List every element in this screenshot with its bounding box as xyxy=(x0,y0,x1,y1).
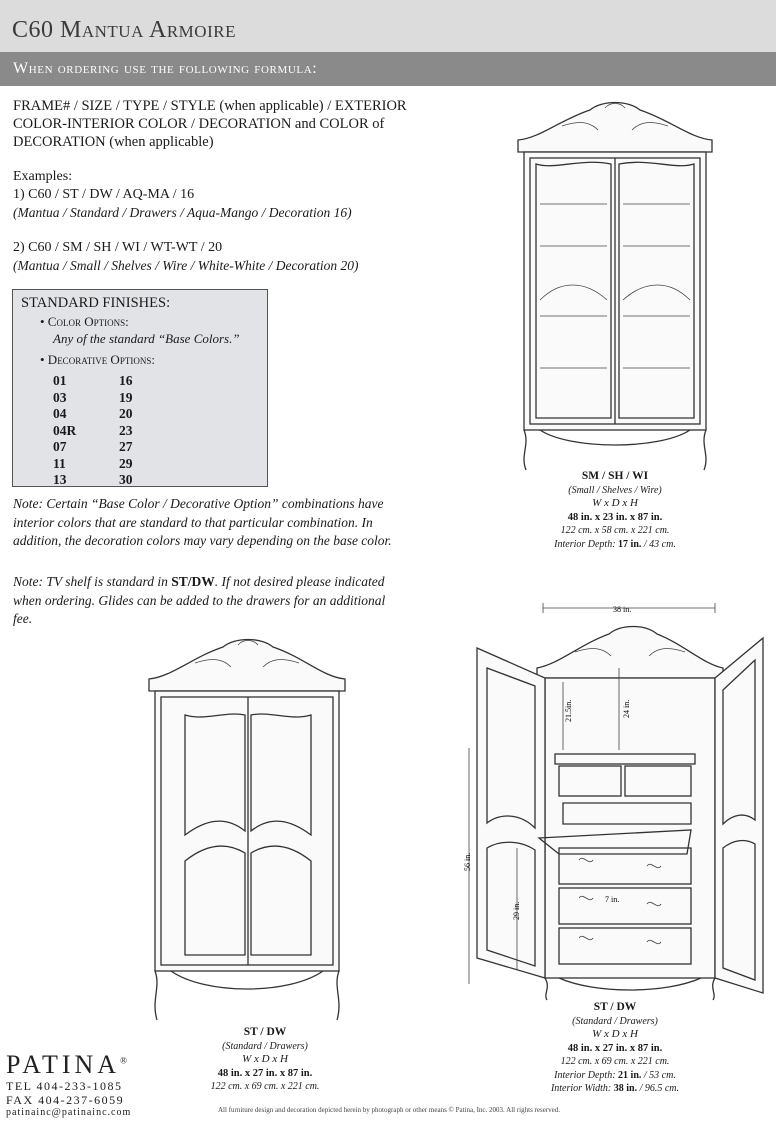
examples-heading: Examples: xyxy=(13,169,73,184)
decoration-code: 19 xyxy=(119,389,133,405)
decoration-code: 07 xyxy=(53,439,67,454)
standard-finishes-box xyxy=(12,289,268,487)
brand-logo: PATINA® xyxy=(6,1050,127,1079)
contact-fax: FAX 404-237-6059 xyxy=(6,1093,125,1107)
decoration-code: 23 xyxy=(119,422,133,438)
decoration-code: 20 xyxy=(119,406,133,421)
example-1-description: (Mantua / Standard / Drawers / Aqua-Mango / Decoration 16) xyxy=(13,205,352,220)
decoration-code: 04R xyxy=(53,422,77,438)
color-options-text: Any of the standard “Base Colors.” xyxy=(53,331,240,346)
dim-total-height: 56 in. xyxy=(463,852,472,871)
caption-st-dw-closed: ST / DW (Standard / Drawers) W x D x H 48 in. x 27 in. x 87 in. 122 cm. x 69 cm. x 221 cm. xyxy=(210,1026,320,1092)
decoration-code: 29 xyxy=(119,455,133,471)
order-formula: FRAME# / SIZE / TYPE / STYLE (when applicable) / EXTERIOR COLOR-INTERIOR COLOR / DECORATION and COLOR of DECORATION (when applicable) xyxy=(13,98,407,150)
ordering-formula-heading: When ordering use the following formula: xyxy=(13,60,318,77)
page-title: C60 Mantua Armoire xyxy=(12,17,236,43)
standard-finishes-title: STANDARD FINISHES: xyxy=(21,295,171,311)
armoire-shelves-illustration xyxy=(510,100,720,485)
decoration-code: 27 xyxy=(119,439,133,454)
decoration-code: 30 xyxy=(119,472,133,487)
example-2-code: 2) C60 / SM / SH / WI / WT-WT / 20 xyxy=(13,240,223,255)
contact-email[interactable]: patinainc@patinainc.com xyxy=(6,1107,132,1118)
dim-width: 38 in. xyxy=(613,605,632,614)
decoration-code: 01 xyxy=(53,373,67,388)
example-1-code: 1) C60 / ST / DW / AQ-MA / 16 xyxy=(13,187,195,202)
example-2-description: (Mantua / Small / Shelves / Wire / White-White / Decoration 20) xyxy=(13,258,359,273)
copyright-footer: All furniture design and decoration depicted herein by photograph or other means © Patina, Inc. 2003. All rights reserved. xyxy=(218,1106,561,1114)
armoire-open-illustration xyxy=(455,598,770,1003)
dim-upper-right: 24 in. xyxy=(622,699,631,718)
decoration-code: 16 xyxy=(119,373,133,388)
decoration-code: 11 xyxy=(53,455,66,471)
decoration-code: 13 xyxy=(53,472,67,487)
contact-telephone: TEL 404-233-1085 xyxy=(6,1079,123,1093)
caption-sm-sh-wi: SM / SH / WI (Small / Shelves / Wire) W x D x H 48 in. x 23 in. x 87 in. 122 cm. x 58 cm. x 221 cm. Interior Depth: 17 in. / 43 cm. xyxy=(554,470,676,550)
decoration-code: 03 xyxy=(53,389,67,405)
caption-st-dw-open: ST / DW (Standard / Drawers) W x D x H 48 in. x 27 in. x 87 in. 122 cm. x 69 cm. x 221 cm. Interior Depth: 21 in. / 53 cm. Interior Width: 38 in. / 96.5 cm. xyxy=(550,1001,680,1094)
armoire-closed-illustration xyxy=(145,635,350,1025)
dim-upper-left: 21.5in. xyxy=(564,699,573,722)
decorative-options-label: • Decorative Options: xyxy=(40,352,155,367)
dim-lower-height: 29 in. xyxy=(512,901,521,920)
dim-drawer-depth: 7 in. xyxy=(605,895,620,904)
decoration-code: 04 xyxy=(53,406,67,421)
note-interior-colors: Note: Certain “Base Color / Decorative Option” combinations have interior colors that are standard to that particular combination. In addition, the decoration colors may vary depending on the base color. xyxy=(13,496,392,548)
note-tv-shelf: Note: TV shelf is standard in ST/DW. If not desired please indicated when ordering. Glides can be added to the drawers for an additional fee. xyxy=(13,574,386,626)
color-options-label: • Color Options: xyxy=(40,314,129,329)
